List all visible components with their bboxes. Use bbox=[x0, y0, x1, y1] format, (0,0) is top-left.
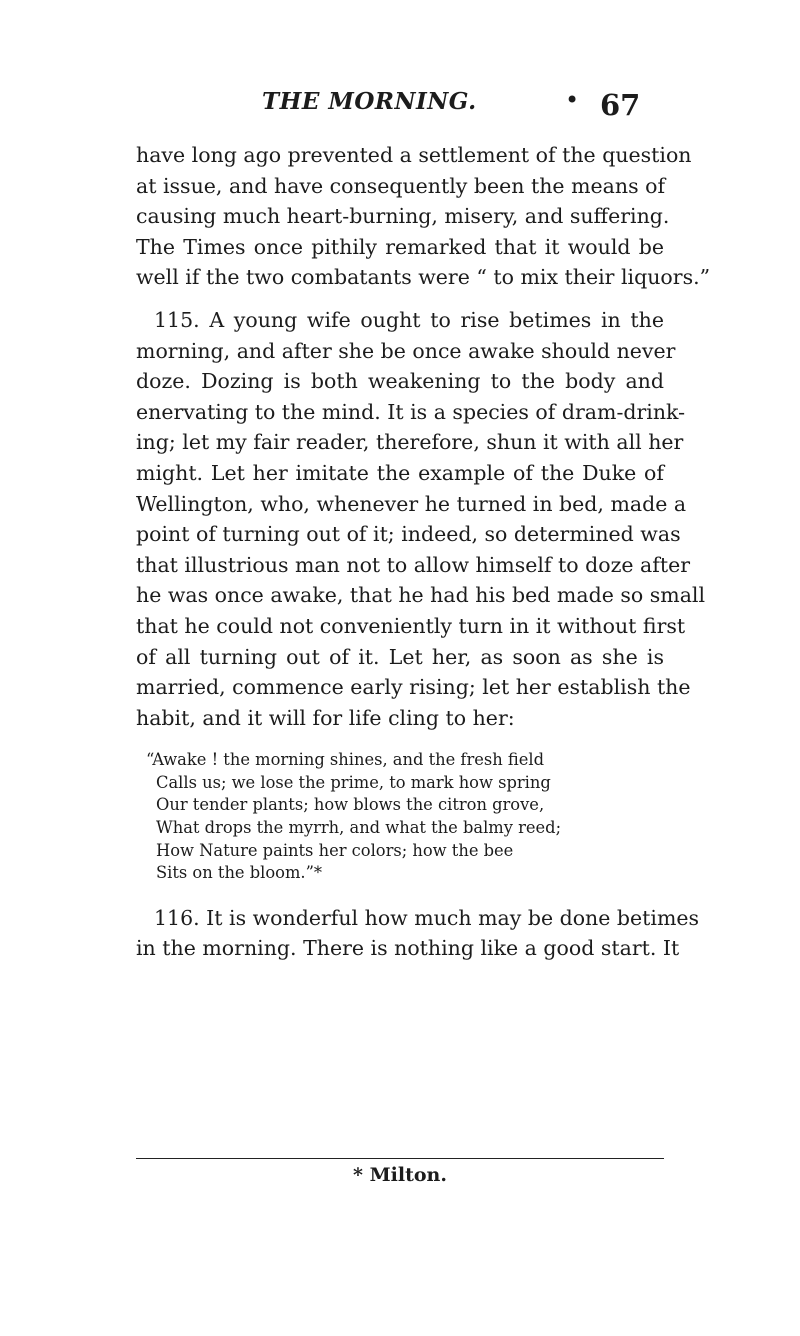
text-line: The Times once pithily remarked that it would be bbox=[136, 234, 664, 259]
footnote: * Milton. bbox=[353, 1164, 447, 1186]
text-line: doze. Dozing is both weakening to the body and bbox=[136, 369, 664, 394]
text-line: 116. It is wonderful how much may be done betimes bbox=[154, 905, 700, 930]
text-line: in the morning. There is nothing like a good start. It bbox=[136, 936, 680, 961]
verse-line: What drops the myrrh, and what the balmy reed; bbox=[156, 818, 562, 838]
text-line: married, commence early rising; let her establish the bbox=[136, 675, 691, 700]
header-bullet: • bbox=[565, 86, 580, 114]
text-line: well if the two combatants were “ to mix their liquors.” bbox=[136, 265, 711, 290]
text-line: enervating to the mind. It is a species of dram-drink- bbox=[136, 399, 686, 424]
text-line: have long ago prevented a settlement of the question bbox=[136, 143, 692, 167]
text-line: point of turning out of it; indeed, so determined was bbox=[136, 522, 681, 547]
page-number: 67 bbox=[600, 88, 641, 122]
verse-line: How Nature paints her colors; how the bee bbox=[156, 840, 514, 860]
text-line: he was once awake, that he had his bed made so small bbox=[136, 583, 706, 608]
text-line: 115. A young wife ought to rise betimes in the bbox=[154, 307, 664, 332]
verse-line: Our tender plants; how blows the citron grove, bbox=[156, 795, 545, 815]
text-line: morning, and after she be once awake should never bbox=[136, 338, 676, 363]
text-line: ing; let my fair reader, therefore, shun it with all her bbox=[136, 430, 684, 455]
text-line: that he could not conveniently turn in it without first bbox=[136, 613, 686, 638]
paragraph-continuation bbox=[136, 140, 711, 293]
text-line: causing much heart-burning, misery, and suffering. bbox=[136, 204, 670, 229]
verse-line: Sits on the bloom.”* bbox=[156, 863, 323, 883]
paragraph-115 bbox=[136, 305, 706, 733]
text-line: might. Let her imitate the example of the Duke of bbox=[136, 460, 664, 485]
text-line: of all turning out of it. Let her, as soon as she is bbox=[136, 644, 664, 669]
page-body bbox=[136, 140, 711, 964]
verse-quotation bbox=[146, 749, 664, 885]
text-line: habit, and it will for life cling to her: bbox=[136, 705, 515, 730]
verse-line: “Awake ! the morning shines, and the fresh field bbox=[146, 750, 545, 770]
text-line: Wellington, who, whenever he turned in bed, made a bbox=[136, 491, 687, 516]
running-head: THE MORNING. bbox=[262, 88, 477, 115]
verse-line: Calls us; we lose the prime, to mark how spring bbox=[156, 772, 551, 792]
text-line: at issue, and have consequently been the means of bbox=[136, 173, 666, 198]
page-header bbox=[0, 88, 800, 128]
text-line: that illustrious man not to allow himself to doze after bbox=[136, 552, 691, 577]
paragraph-116 bbox=[136, 903, 700, 964]
footnote-rule bbox=[136, 1158, 664, 1159]
